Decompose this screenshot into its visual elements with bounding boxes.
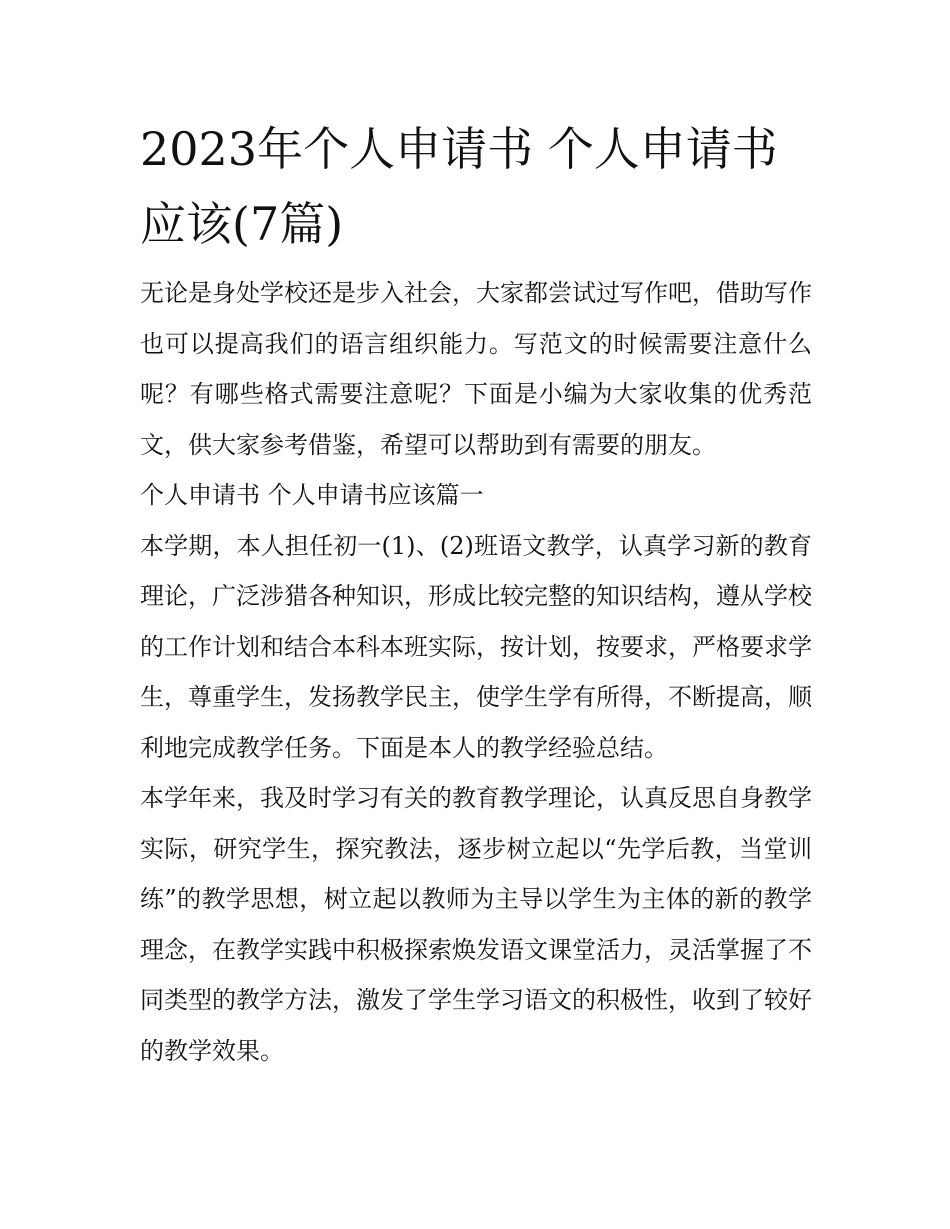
body-paragraph-1: 本学期，本人担任初一(1)、(2)班语文教学，认真学习新的教育理论，广泛涉猎各种知识，形成比较完整的知识结构，遵从学校的工作计划和结合本科本班实际，按计划，按要求，严格要求学生，尊重学生，发扬教学民主，使学生学有所得，不断提高，顺利地完成教学任务。下面是本人的教学经验总结。 xyxy=(140,531,812,762)
document-body xyxy=(140,112,812,1076)
intro-paragraph: 无论是身处学校还是步入社会，大家都尝试过写作吧，借助写作也可以提高我们的语言组织能力。写范文的时候需要注意什么呢？有哪些格式需要注意呢？下面是小编为大家收集的优秀范文，供大家参考借鉴，希望可以帮助到有需要的朋友。 xyxy=(140,279,812,459)
body-paragraph-2: 本学年来，我及时学习有关的教育教学理论，认真反思自身教学实际，研究学生，探究教法，逐步树立起以“先学后教，当堂训练”的教学思想，树立起以教师为主导以学生为主体的新的教学理念，在教学实践中积极探索焕发语文课堂活力，灵活掌握了不同类型的教学方法，激发了学生学习语文的积极性，收到了较好的教学效果。 xyxy=(140,784,812,1065)
document-title: 2023年个人申请书 个人申请书应该(7篇) xyxy=(140,122,778,251)
section-heading: 个人申请书 个人申请书应该篇一 xyxy=(140,481,484,509)
